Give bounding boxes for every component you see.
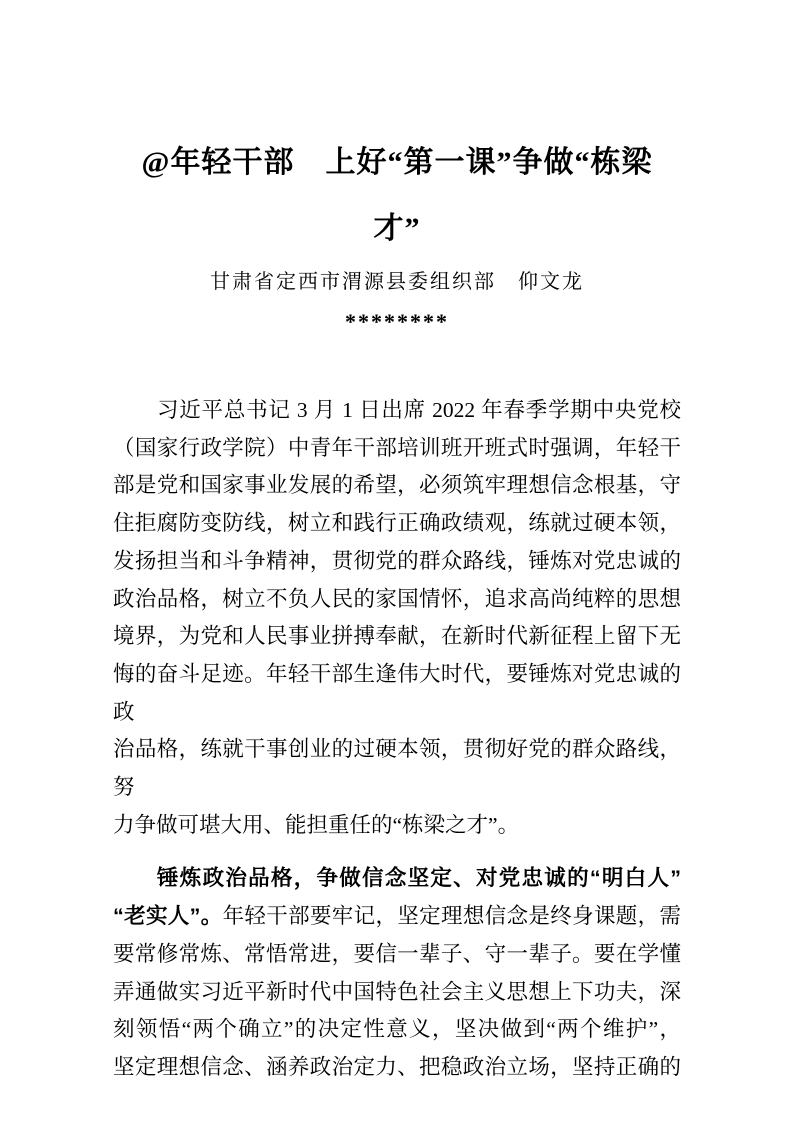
text-line bbox=[113, 656, 681, 731]
text-line bbox=[113, 581, 681, 619]
text-segment: 境界，为党和人民事业拼搏奉献，在新时代新征程上留下无 bbox=[113, 624, 681, 649]
title-line-2: 才” bbox=[373, 212, 421, 245]
paragraph-section-1 bbox=[113, 860, 681, 1086]
text-line bbox=[113, 974, 681, 1012]
paragraph-intro bbox=[113, 392, 681, 844]
bold-text-segment: “老实人”。 bbox=[113, 904, 223, 929]
text-line bbox=[113, 731, 681, 806]
text-segment: 治品格，练就干事创业的过硬本领，贯彻好党的群众路线， 努 bbox=[113, 737, 681, 800]
asterisk-separator: ******** bbox=[345, 309, 449, 334]
document-body bbox=[113, 392, 681, 1087]
text-segment: 政治品格，树立不负人民的家国情怀，追求高尚纯粹的思想 bbox=[113, 586, 681, 611]
text-segment: 悔的奋斗足迹。年轻干部生逢伟大时代，要锤炼对党忠诚的政 bbox=[113, 661, 681, 724]
text-segment: 住拒腐防变防线，树立和践行正确政绩观，练就过硬本领， bbox=[113, 511, 681, 536]
text-line bbox=[113, 618, 681, 656]
text-segment: 年轻干部要牢记，坚定理想信念是终身课题，需 bbox=[222, 904, 681, 929]
text-line bbox=[113, 467, 681, 505]
text-segment: 部是党和国家事业发展的希望，必须筑牢理想信念根基，守 bbox=[113, 473, 681, 498]
text-line bbox=[113, 807, 681, 845]
document-content bbox=[0, 130, 794, 1087]
text-line bbox=[113, 898, 681, 936]
text-segment: 坚定理想信念、涵养政治定力、把稳政治立场，坚持正确的 bbox=[113, 1054, 681, 1079]
title-line-1: @年轻干部 上好“第一课”争做“栋梁 bbox=[141, 146, 653, 179]
text-line bbox=[113, 392, 681, 430]
document-title bbox=[113, 130, 681, 262]
text-segment: 习近平总书记 3 月 1 日出席 2022 年春季学期中央党校 bbox=[157, 398, 681, 422]
text-line bbox=[113, 936, 681, 974]
text-segment: 发扬担当和斗争精神，贯彻党的群众路线，锤炼对党忠诚的 bbox=[113, 548, 681, 573]
text-segment: 弄通做实习近平新时代中国特色社会主义思想上下功夫，深 bbox=[113, 979, 681, 1004]
text-segment: 力争做可堪大用、能担重任的“栋梁之才”。 bbox=[113, 812, 520, 837]
text-line bbox=[113, 1011, 681, 1049]
text-line bbox=[113, 543, 681, 581]
text-line bbox=[113, 860, 681, 898]
text-line bbox=[113, 1049, 681, 1087]
text-segment: 刻领悟“两个确立”的决定性意义，坚决做到“两个维护”， bbox=[113, 1017, 681, 1042]
author-byline: 甘肃省定西市渭源县委组织部 仰文龙 bbox=[210, 271, 584, 293]
text-segment: （国家行政学院）中青年干部培训班开班式时强调，年轻干 bbox=[113, 435, 681, 460]
text-line bbox=[113, 505, 681, 543]
bold-text-segment: 锤炼政治品格，争做信念坚定、对党忠诚的“明白人” bbox=[157, 866, 681, 891]
text-line bbox=[113, 430, 681, 468]
text-segment: 要常修常炼、常悟常进，要信一辈子、守一辈子。要在学懂 bbox=[113, 941, 681, 966]
